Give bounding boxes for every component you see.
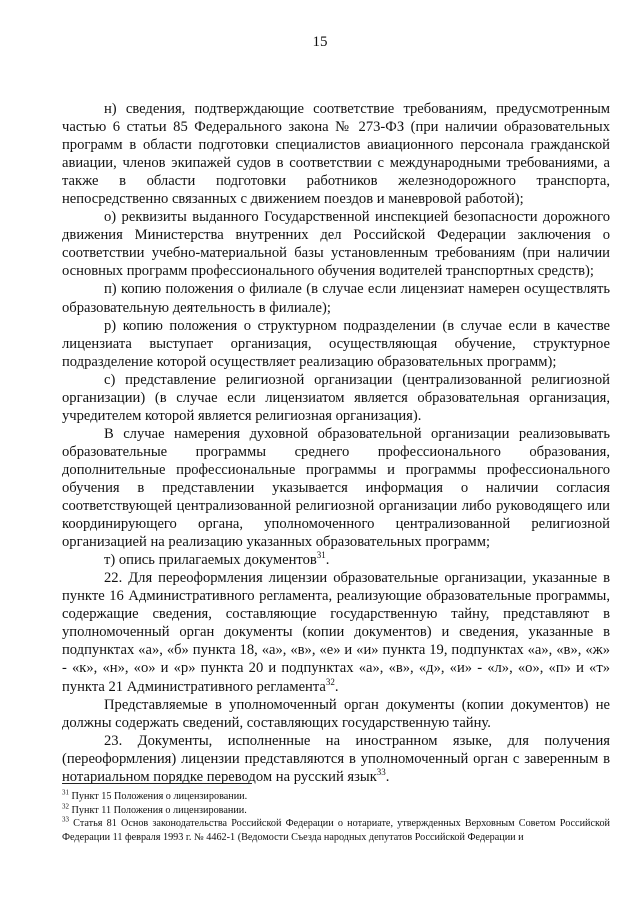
paragraph-p: п) копию положения о филиале (в случае если лицензиат намерен осуществлять образовательную деятельность в филиале); (62, 281, 610, 316)
page-number: 15 (312, 34, 328, 50)
footnotes (62, 790, 610, 844)
footnote-ref-32[interactable]: 32 (325, 676, 335, 687)
footnote-separator (62, 783, 252, 784)
paragraph-22: 22. Для переоформления лицензии образовательные организации, указанные в пункте 16 Административного регламента, реализующие образовательные программы, содержащие сведения, составляющие государственную тайну, представляют в уполномоченный орган документы (копии документов) и сведения, указанные в подпунктах «а», «б» пункта 18, «а», «в», «е» и «и» пункта 19, подпунктах «а», «в», «ж» - «к», «н», «о» и «р» пункта 20 и подпунктах «а», «в», «д», «и» - «л», «о», «п» и «т» пункта 21 Административного регламента$^{32}$. (62, 570, 610, 695)
paragraph-o: о) реквизиты выданного Государственной инспекцией безопасности дорожного движения Министерства внутренних дел Российской Федерации заключения о соответствии учебно-материальной базы установленным требованиям (при наличии основных программ профессионального обучения водителей транспортных средств); (62, 209, 610, 280)
footnote-ref-33[interactable]: 33 (376, 766, 386, 777)
paragraph-s: с) представление религиозной организации (централизованной религиозной организации) (в случае если лицензиатом является образовательная организация, учредителем которой является религиозная организация). (62, 371, 610, 424)
paragraph-spiritual-org: В случае намерения духовной образовательной организации реализовывать образовательные программы среднего профессионального образования, дополнительные профессиональные программы и программы профессионального обучения в представлении указывается информация о наличии согласия соответствующей централизованной религиозной организации либо руководящего или координирующего органа, уполномоченного централизованной религиозной организацией на реализацию указанных образовательных программ; (62, 425, 610, 551)
footnote-ref-31[interactable]: 31 (316, 550, 326, 561)
paragraph-state-secret: Представляемые в уполномоченный орган документы (копии документов) не должны содержать сведений, составляющих государственную тайну. (62, 696, 610, 731)
paragraph-n: н) сведения, подтверждающие соответствие требованиям, предусмотренным частью 6 статьи 85 Федерального закона № 273-ФЗ (при наличии образовательных программ в области подготовки специалистов авиационного персонала гражданской авиации, членов экипажей судов в соответствии с международными требованиями, а также в области подготовки работников железнодорожного транспорта, непосредственно связанных с движением поездов и маневровой работой); (62, 101, 610, 208)
footnote-31: $^{31}$ Пункт 15 Положения о лицензировании. (62, 788, 248, 802)
footnote-33: $^{33}$ Статья 81 Основ законодательства Российской Федерации о нотариате, утвержденных Верховным Советом Российской Федерации 11 февраля 1993 г. № 4462-1 (Ведомости Съезда народных депутатов Российской Федерации и (62, 815, 610, 843)
footnote-32: $^{32}$ Пункт 11 Положения о лицензировании. (62, 802, 247, 816)
paragraph-t: т) опись прилагаемых документов$^{31}$. (104, 550, 330, 569)
paragraph-23: 23. Документы, исполненные на иностранном языке, для получения (переоформления) лицензии представляются в уполномоченный орган с заверенным в нотариальном порядке переводом на русский язык$^{33}$. (62, 732, 610, 785)
paragraph-r: р) копию положения о структурном подразделении (в случае если в качестве лицензиата выступает организация, осуществляющая обучение, структурное подразделение которой осуществляет реализацию образовательных программ); (62, 317, 610, 370)
document-body (62, 100, 610, 786)
